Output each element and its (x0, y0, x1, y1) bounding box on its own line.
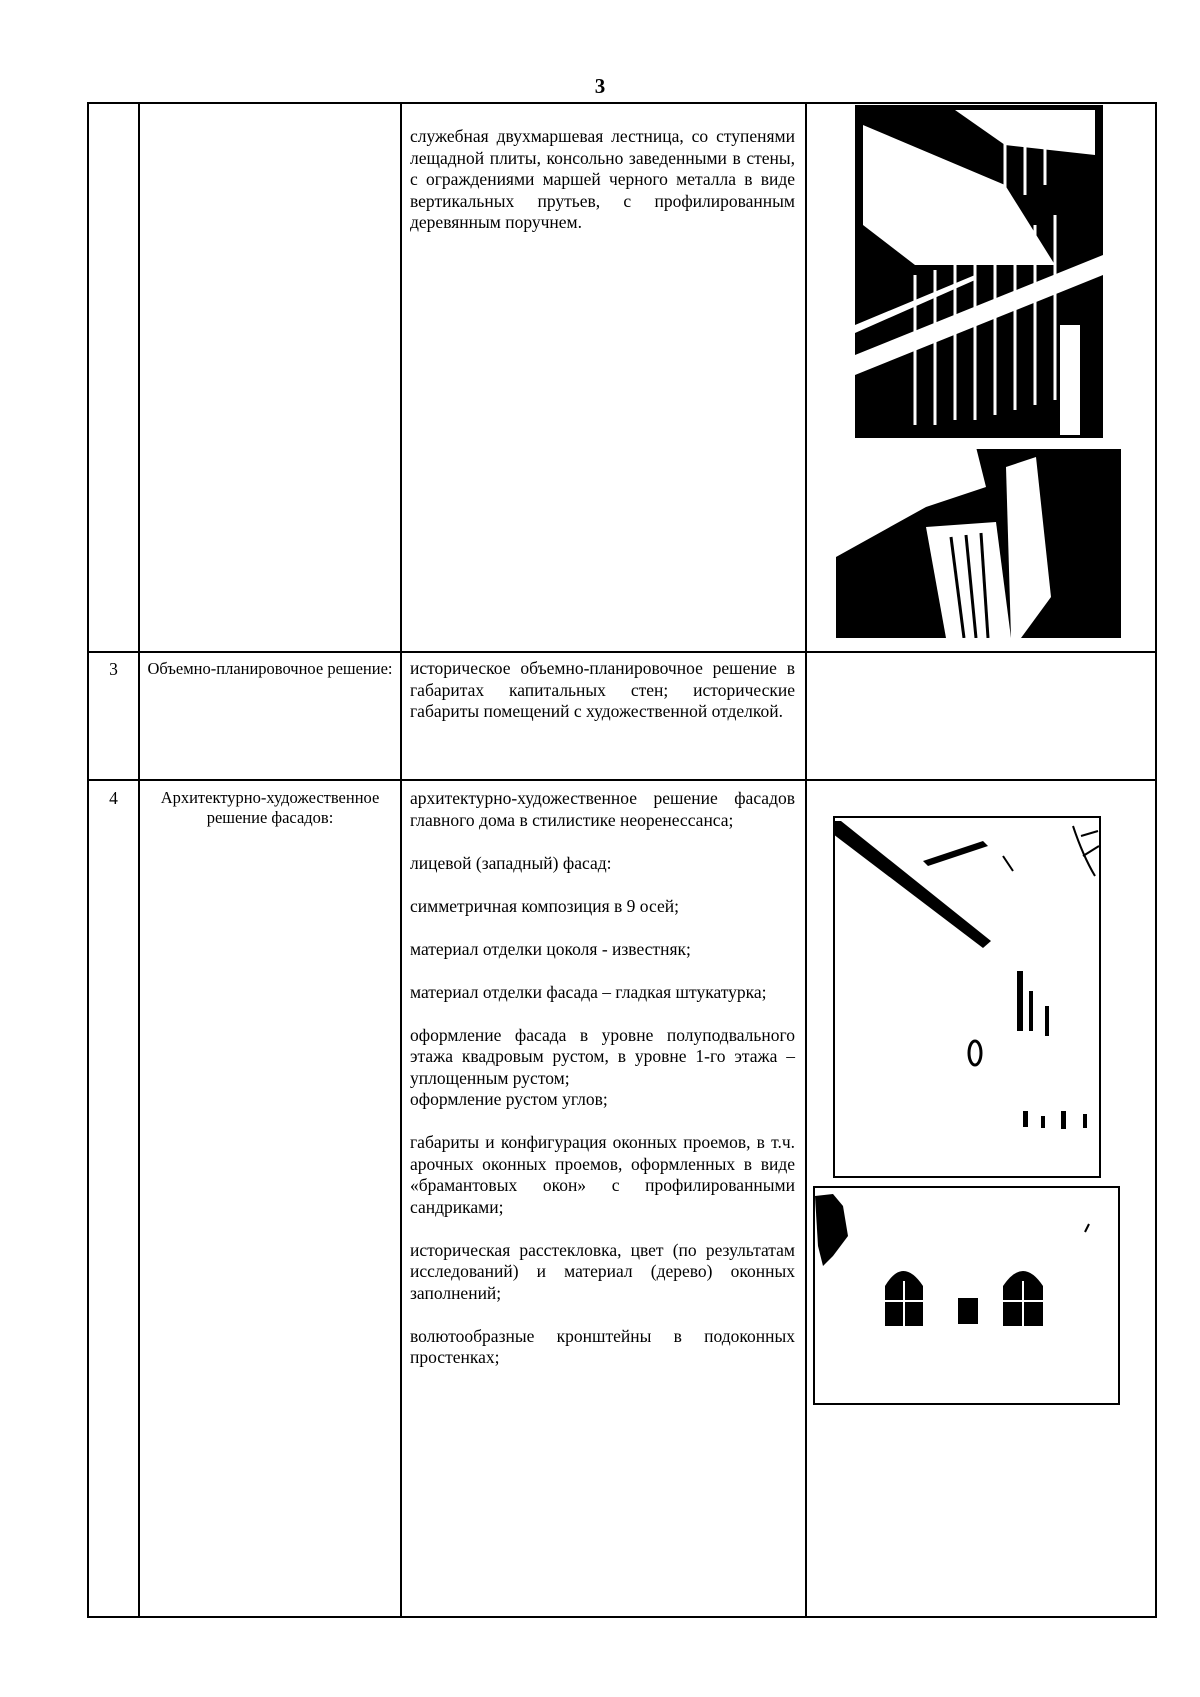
row-number: 4 (109, 788, 118, 808)
staircase-photo (855, 105, 1103, 438)
row-title: Объемно-планировочное решение: (147, 659, 393, 678)
table-border-top (87, 102, 1157, 104)
row-number: 3 (109, 659, 118, 679)
table-column-divider (400, 102, 402, 1618)
description-paragraph: оформление рустом углов; (410, 1089, 608, 1109)
table-border-bottom (87, 1616, 1157, 1618)
description-paragraph: лицевой (западный) фасад: (410, 852, 612, 873)
row-title: Архитектурно-художественное решение фасадов: (160, 788, 380, 827)
arched-windows-photo (813, 1186, 1120, 1405)
row-2-description (410, 658, 795, 723)
table-column-divider (805, 102, 807, 1618)
row-1-description (410, 126, 795, 234)
row-3-description (410, 788, 795, 1369)
table-border-left (87, 102, 89, 1618)
table-border-right (1155, 102, 1157, 1618)
entrance-porch-photo (836, 447, 1121, 638)
table-row-divider (87, 779, 1157, 781)
description-paragraph: материал отделки фасада – гладкая штукатурка; (410, 981, 767, 1002)
page-number: 3 (594, 74, 606, 98)
table-row-divider (87, 651, 1157, 653)
description-paragraph: материал отделки цоколя - известняк; (410, 938, 691, 959)
description-paragraph: архитектурно-художественное решение фасадов главного дома в стилистике неоренессанса; (410, 788, 795, 830)
description-paragraph: габариты и конфигурация оконных проемов, в т.ч. арочных оконных проемов, оформленных в виде «брамантовых окон» с профилированными сандриками; (410, 1132, 795, 1217)
description-paragraph: симметричная композиция в 9 осей; (410, 895, 679, 916)
facade-corner-photo (833, 816, 1101, 1178)
protection-subject-table (87, 102, 1157, 1618)
description-paragraph: оформление фасада в уровне полуподвального этажа квадровым рустом, в уровне 1-го этажа – уплощенным рустом; (410, 1024, 795, 1088)
description-paragraph: волютообразные кронштейны в подоконных простенках; (410, 1325, 795, 1367)
table-column-divider (138, 102, 140, 1618)
description-paragraph: историческое объемно-планировочное решение в габаритах капитальных стен; исторические габариты помещений с художественной отделкой. (410, 658, 795, 721)
description-paragraph: служебная двухмаршевая лестница, со ступенями лещадной плиты, консольно заведенными в стены, с ограждениями маршей черного металла в виде вертикальных прутьев, с профилированным деревянным поручнем. (410, 126, 795, 232)
description-paragraph: историческая расстекловка, цвет (по результатам исследований) и материал (дерево) оконных заполнений; (410, 1239, 795, 1303)
